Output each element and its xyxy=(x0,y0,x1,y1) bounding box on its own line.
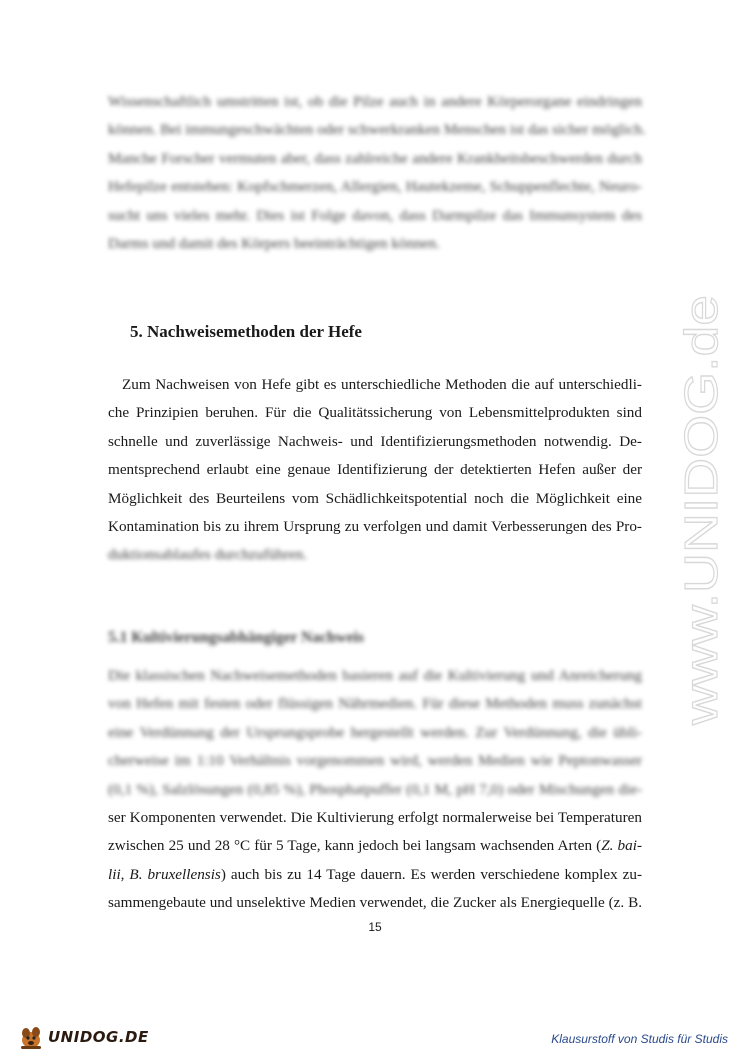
text-line: Manche Forscher vermuten aber, dass zahlreiche andere Krankheitsbeschwerden durch xyxy=(108,149,642,167)
page-number: 15 xyxy=(368,920,382,934)
dog-mascot-icon xyxy=(18,1024,46,1050)
text-line: mentsprechend erlaubt eine genaue Identifizierung der detektierten Hefen außer der xyxy=(108,461,642,479)
blurred-paragraph-top xyxy=(108,88,646,258)
footer-tagline: Klausurstoff von Studis für Studis xyxy=(551,1032,728,1046)
text-line: ser Komponenten verwendet. Die Kultivierung erfolgt normalerweise bei Temperaturen xyxy=(108,809,642,827)
text-run: , xyxy=(120,865,130,883)
watermark xyxy=(675,290,735,730)
unidog-logo[interactable] xyxy=(18,1024,149,1050)
text-line-blurred: Die klassischen Nachweisemethoden basieren auf die Kultivierung und Anreicherung xyxy=(108,667,642,684)
text-line: Darms und damit des Körpers beeinträchtigen können. xyxy=(108,235,440,253)
text-line: Zum Nachweisen von Hefe gibt es unterschiedliche Methoden die auf unterschiedli- xyxy=(122,376,642,393)
section-paragraph xyxy=(108,371,642,570)
text-line-blurred: eine Verdünnung der Ursprungsprobe hergestellt werden. Zur Verdünnung, die übli- xyxy=(108,723,642,741)
text-line: Wissenschaftlich umstritten ist, ob die Pilze auch in andere Körperorgane eindringen xyxy=(108,93,642,110)
text-line-blurred: duktionsablaufes durchzuführen. xyxy=(108,546,308,564)
text-run: ) auch bis zu 14 Tage dauern. Es werden verschiedene komplex zu- xyxy=(220,865,643,883)
text-line: Hefepilze entstehen: Kopfschmerzen, Allergien, Hautekzeme, Schuppenflechte, Neuro- xyxy=(108,178,642,196)
text-line: che Prinzipien beruhen. Für die Qualitätssicherung von Lebensmittelprodukten sind xyxy=(108,404,642,422)
text-line: Kontamination bis zu ihrem Ursprung zu verfolgen und damit Verbesserungen des Pro- xyxy=(108,518,642,536)
text-line: sammengebaute und unselektive Medien verwendet, die Zucker als Energiequelle (z. B. xyxy=(108,894,642,912)
section-heading: 5. Nachweisemethoden der Hefe xyxy=(130,322,362,341)
watermark-text: www.UNIDOG.de xyxy=(675,367,727,725)
logo-text: UNIDOG.DE xyxy=(48,1028,149,1046)
text-line-blurred: von Hefen mit festen oder flüssigen Nährmedien. Für diese Methoden muss zunächst xyxy=(108,695,642,713)
text-line: schnelle und zuverlässige Nachweis- und Identifizierungsmethoden notwendig. De- xyxy=(108,432,642,450)
text-line-blurred: cherweise im 1:10 Verhältnis vorgenommen wird, werden Medien wie Peptonwasser xyxy=(108,752,642,770)
species-name: Z. bai- xyxy=(601,837,643,855)
text-line: können. Bei immungeschwächten oder schwerkranken Menschen ist das sicher möglich. xyxy=(108,121,646,139)
text-line xyxy=(108,861,642,889)
text-line: sucht uns vieles mehr. Dies ist Folge davon, dass Darmpilze das Immunsystem des xyxy=(108,206,642,224)
subsection-paragraph xyxy=(108,662,642,918)
species-name: B. bruxellensis xyxy=(129,865,221,883)
text-line: Möglichkeit des Beurteilens vom Schädlichkeitspotential noch die Möglichkeit eine xyxy=(108,489,642,507)
subsection-heading: 5.1 Kultivierungsabhängiger Nachweis xyxy=(108,629,364,646)
text-line-blurred: (0,1 %), Salzlösungen (0,85 %), Phosphatpuffer (0,1 M, pH 7,0) oder Mischungen die- xyxy=(108,780,642,798)
text-run: zwischen 25 und 28 °C für 5 Tage, kann jedoch bei langsam wachsenden Arten ( xyxy=(108,837,602,855)
text-line xyxy=(108,832,642,860)
species-name: lii xyxy=(108,865,121,883)
